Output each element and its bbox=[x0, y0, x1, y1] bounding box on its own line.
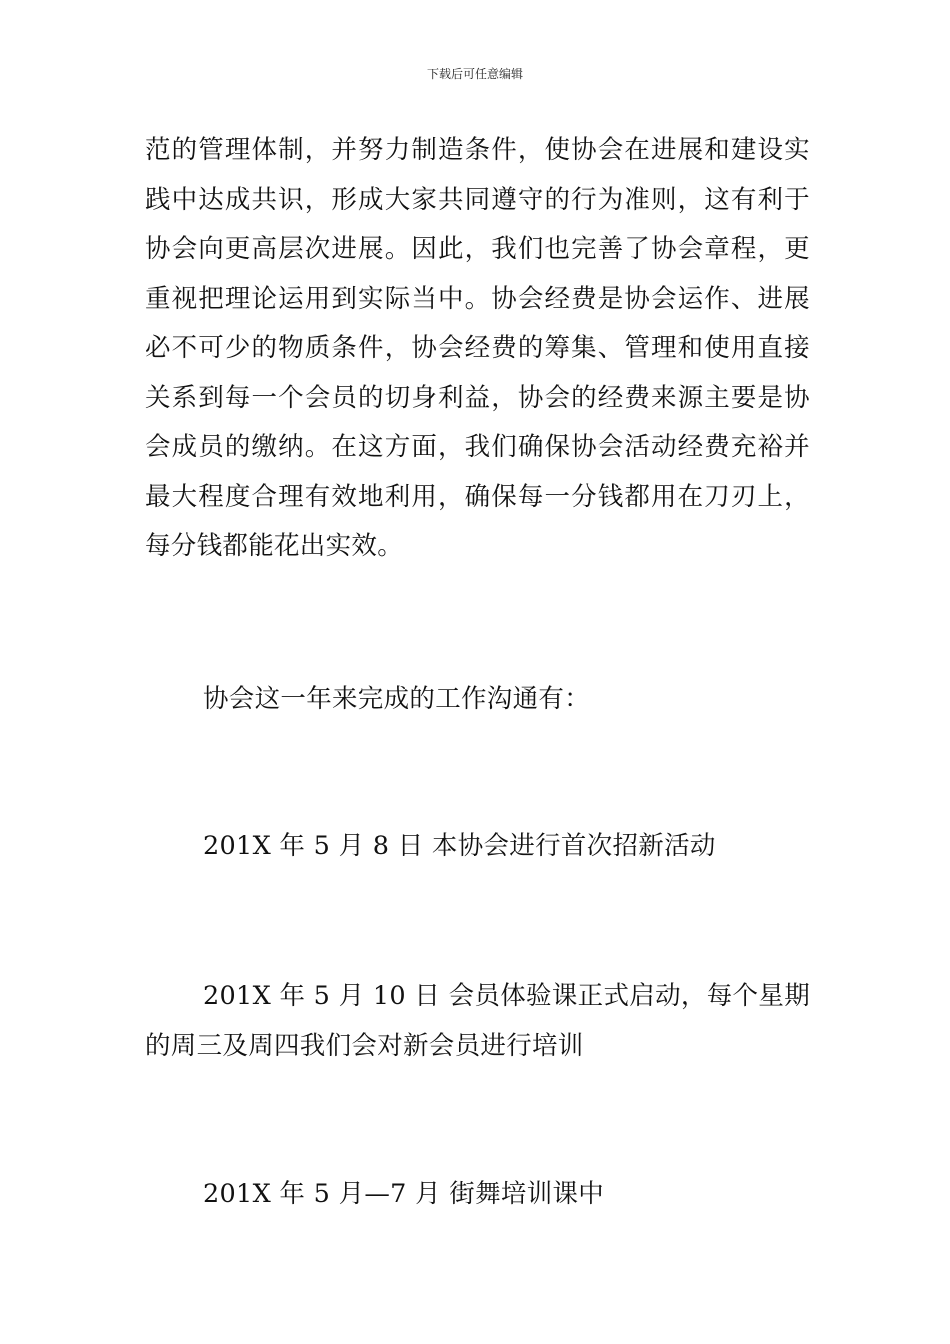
paragraph-event-trial-class: 201X 年 5 月 10 日 会员体验课正式启动，每个星期的周三及周四我们会对新会员进行培训 bbox=[145, 981, 810, 1061]
paragraph-event-dance-training: 201X 年 5 月—7 月 街舞培训课中 bbox=[203, 1179, 605, 1209]
paragraph-management: 范的管理体制，并努力制造条件，使协会在进展和建设实践中达成共识，形成大家共同遵守的行为准则，这有利于协会向更高层次进展。因此，我们也完善了协会章程，更重视把理论运用到实际当中。协会经费是协会运作、进展必不可少的物质条件，协会经费的筹集、管理和使用直接关系到每一个会员的切身利益，协会的经费来源主要是协会成员的缴纳。在这方面，我们确保协会活动经费充裕并最大程度合理有效地利用，确保每一分钱都用在刀刃上，每分钱都能花出实效。 bbox=[145, 135, 810, 561]
paragraph-work-intro: 协会这一年来完成的工作沟通有： bbox=[203, 684, 591, 714]
paragraph-event-recruitment: 201X 年 5 月 8 日 本协会进行首次招新活动 bbox=[203, 831, 716, 861]
header-note: 下载后可任意编辑 bbox=[426, 67, 523, 81]
